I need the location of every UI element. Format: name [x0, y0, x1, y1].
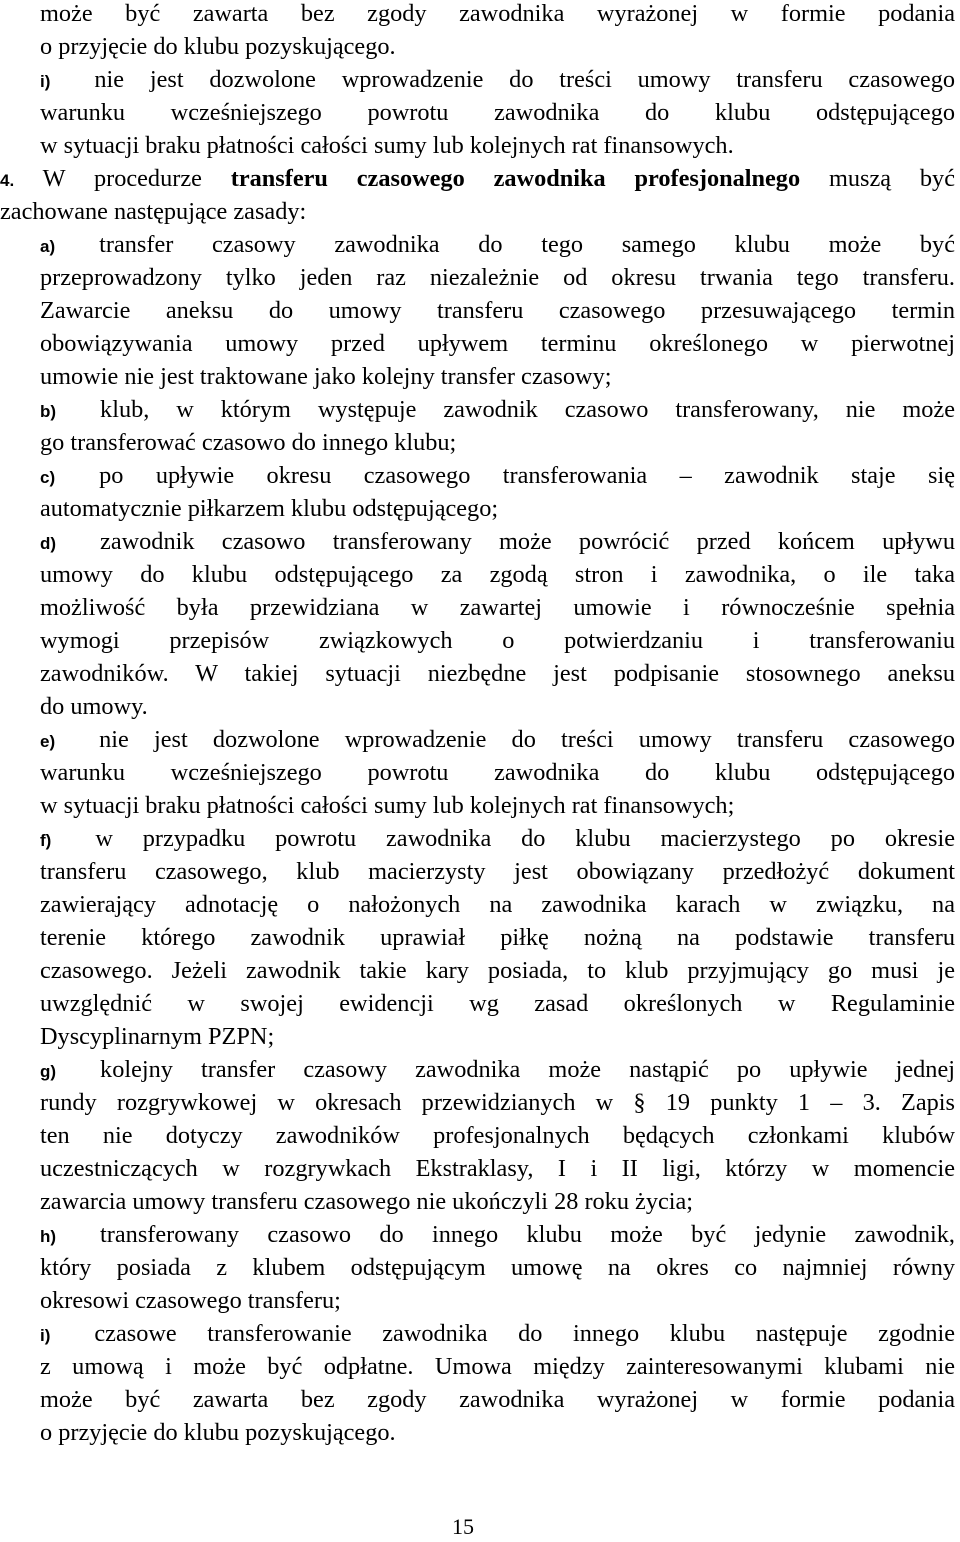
- text-line: możliwość była przewidziana w zawartej umowie i równocześnie spełnia: [40, 594, 955, 621]
- text-line: Dyscyplinarnym PZPN;: [40, 1023, 275, 1050]
- list-marker: h): [40, 1227, 57, 1246]
- list-marker: i): [40, 72, 51, 91]
- text-line: zawarcia umowy transferu czasowego nie ukończyli 28 roku życia;: [40, 1188, 694, 1215]
- text-line: i) nie jest dozwolone wprowadzenie do treści umowy transferu czasowego: [40, 66, 955, 93]
- text-line: d) zawodnik czasowo transferowany może powrócić przed końcem upływu: [40, 528, 955, 555]
- text-line: przeprowadzony tylko jeden raz niezależnie od okresu trwania tego transferu.: [40, 264, 955, 291]
- list-marker: c): [40, 468, 56, 487]
- text-line: h) transferowany czasowo do innego klubu może być jedynie zawodnik,: [40, 1221, 955, 1248]
- text-line: w sytuacji braku płatności całości sumy lub kolejnych rat finansowych.: [40, 132, 734, 159]
- text-line: może być zawarta bez zgody zawodnika wyrażonej w formie podania: [40, 0, 955, 27]
- list-marker: f): [40, 831, 52, 850]
- text-line: zawierający adnotację o nałożonych na zawodnika karach w związku, na: [40, 891, 955, 918]
- list-marker: a): [40, 237, 56, 256]
- emphasis: transferu czasowego zawodnika profesjonalnego: [230, 165, 801, 192]
- text-line: go transferować czasowo do innego klubu;: [40, 429, 457, 456]
- text-line: wymogi przepisów związkowych o potwierdzaniu i transferowaniu: [40, 627, 955, 654]
- text-line: czasowego. Jeżeli zawodnik takie kary posiada, to klub przyjmujący go musi je: [40, 957, 955, 984]
- text-line: o przyjęcie do klubu pozyskującego.: [40, 33, 396, 60]
- text-line: do umowy.: [40, 693, 148, 720]
- text-line: zawodników. W takiej sytuacji niezbędne jest podpisanie stosownego aneksu: [40, 660, 955, 687]
- text-line: f) w przypadku powrotu zawodnika do klubu macierzystego po okresie: [40, 825, 955, 852]
- text-line: ten nie dotyczy zawodników profesjonalnych będących członkami klubów: [40, 1122, 955, 1149]
- text-line: umowie nie jest traktowane jako kolejny transfer czasowy;: [40, 363, 612, 390]
- text-line: w sytuacji braku płatności całości sumy lub kolejnych rat finansowych;: [40, 792, 735, 819]
- text-line: może być zawarta bez zgody zawodnika wyrażonej w formie podania: [40, 1386, 955, 1413]
- text-line: zachowane następujące zasady:: [0, 198, 307, 225]
- text-line: uwzględnić w swojej ewidencji wg zasad określonych w Regulaminie: [40, 990, 955, 1017]
- text-line: a) transfer czasowy zawodnika do tego samego klubu może być: [40, 231, 955, 258]
- text-line: b) klub, w którym występuje zawodnik czasowo transferowany, nie może: [40, 396, 955, 423]
- text-line: i) czasowe transferowanie zawodnika do innego klubu następuje zgodnie: [40, 1320, 955, 1347]
- text-line: rundy rozgrywkowej w okresach przewidzianych w § 19 punkty 1 – 3. Zapis: [40, 1089, 955, 1116]
- text-line: o przyjęcie do klubu pozyskującego.: [40, 1419, 396, 1446]
- text-line: uczestniczących w rozgrywkach Ekstraklasy, I i II ligi, którzy w momencie: [40, 1155, 955, 1182]
- list-marker: b): [40, 402, 57, 421]
- text-line: warunku wcześniejszego powrotu zawodnika do klubu odstępującego: [40, 759, 955, 786]
- text-line: który posiada z klubem odstępującym umowę na okres co najmniej równy: [40, 1254, 955, 1281]
- text-line: 4. W procedurze transferu czasowego zawodnika profesjonalnego muszą być: [0, 165, 955, 192]
- text-line: obowiązywania umowy przed upływem terminu określonego w pierwotnej: [40, 330, 955, 357]
- page-number: 15: [452, 1514, 474, 1539]
- list-marker: g): [40, 1062, 57, 1081]
- list-marker: d): [40, 534, 57, 553]
- list-marker: 4.: [0, 171, 15, 190]
- text-line: Zawarcie aneksu do umowy transferu czasowego przesuwającego termin: [40, 297, 955, 324]
- text-line: transferu czasowego, klub macierzysty jest obowiązany przedłożyć dokument: [40, 858, 955, 885]
- list-marker: i): [40, 1326, 51, 1345]
- text-line: z umową i może być odpłatne. Umowa między zainteresowanymi klubami nie: [40, 1353, 955, 1380]
- text-line: umowy do klubu odstępującego za zgodą stron i zawodnika, o ile taka: [40, 561, 955, 588]
- list-marker: e): [40, 732, 56, 751]
- text-line: automatycznie piłkarzem klubu odstępującego;: [40, 495, 499, 522]
- text-line: e) nie jest dozwolone wprowadzenie do treści umowy transferu czasowego: [40, 726, 955, 753]
- text-line: warunku wcześniejszego powrotu zawodnika do klubu odstępującego: [40, 99, 955, 126]
- text-line: c) po upływie okresu czasowego transferowania – zawodnik staje się: [40, 462, 955, 489]
- text-line: g) kolejny transfer czasowy zawodnika może nastąpić po upływie jednej: [40, 1056, 955, 1083]
- text-line: terenie którego zawodnik uprawiał piłkę nożną na podstawie transferu: [40, 924, 955, 951]
- text-line: okresowi czasowego transferu;: [40, 1287, 341, 1314]
